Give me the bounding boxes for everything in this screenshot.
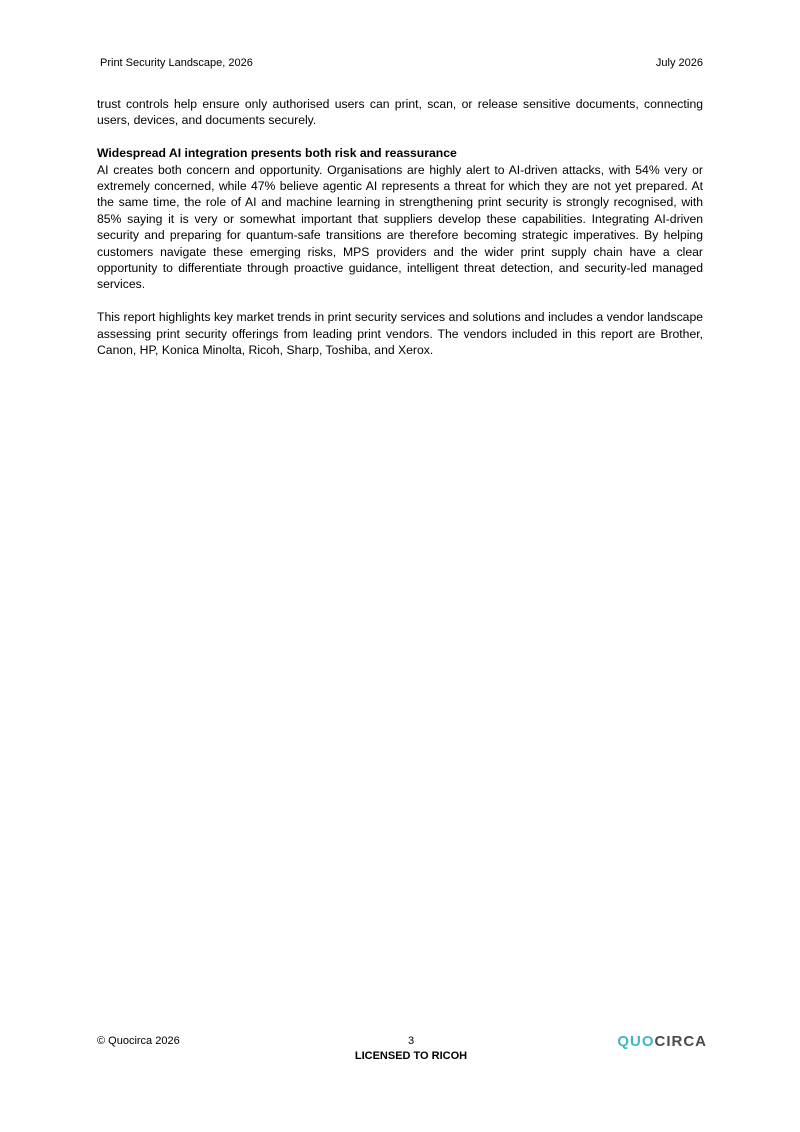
- header-report-title: Print Security Landscape, 2026: [100, 57, 253, 69]
- page-header: [100, 56, 703, 72]
- section-heading: Widespread AI integration presents both risk and reassurance: [97, 146, 457, 161]
- license-notice: LICENSED TO RICOH: [354, 1050, 468, 1062]
- header-date: July 2026: [655, 57, 703, 69]
- footer-copyright: © Quocirca 2026: [97, 1035, 180, 1047]
- quocirca-logo: [617, 1033, 707, 1051]
- section-paragraph: AI creates both concern and opportunity. Organisations are highly alert to AI-driven attacks, with 54% very or extremely concerned, while 47% believe agentic AI represents a threat for which they are not yet prepared. At the same time, the role of AI and machine learning in strengthening print security is strongly recognised, with 85% saying it is very or somewhat important that suppliers develop these capabilities. Integrating AI-driven security and preparing for quantum-safe transitions are therefore becoming strategic imperatives. By helping customers navigate these emerging risks, MPS providers and the wider print supply chain have a clear opportunity to differentiate through proactive guidance, intelligent threat detection, and security-led managed services.: [97, 162, 703, 292]
- intro-paragraph: trust controls help ensure only authorised users can print, scan, or release sensitive documents, connecting users, devices, and documents securely.: [97, 97, 703, 128]
- page-number: 3: [407, 1035, 415, 1047]
- logo-part-circa: CIRCA: [654, 1033, 707, 1050]
- logo-part-quo: QUO: [617, 1033, 655, 1050]
- closing-paragraph: This report highlights key market trends in print security services and solutions and includes a vendor landscape assessing print security offerings from leading print vendors. The vendors included in this report are Brother, Canon, HP, Konica Minolta, Ricoh, Sharp, Toshiba, and Xerox.: [97, 310, 703, 358]
- page-body: [97, 96, 703, 358]
